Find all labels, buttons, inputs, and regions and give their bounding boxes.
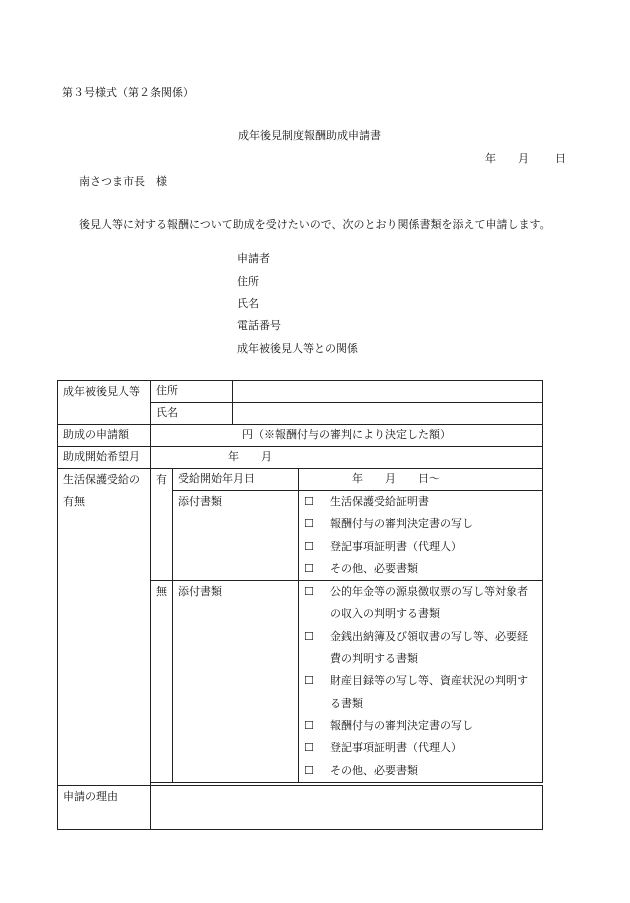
welfare-label-line2: 有無	[63, 495, 85, 508]
start-month-text: 年 月	[228, 450, 272, 464]
no-doc-item[interactable]	[304, 581, 537, 626]
applicant-relation-label: 成年被後見人等との関係	[237, 342, 358, 355]
amount-value[interactable]: 円（※報酬付与の審判により決定した額）	[151, 425, 543, 447]
yes-doc-item[interactable]	[304, 513, 537, 535]
start-date-label: 受給開始年月日	[173, 469, 299, 491]
no-attachments-list	[299, 581, 543, 783]
reason-label-text: 申請の理由	[63, 790, 118, 803]
checkbox-icon[interactable]: ☐	[304, 495, 314, 508]
ward-name-input[interactable]	[233, 403, 543, 425]
welfare-no-label	[151, 581, 173, 783]
date-month-label: 月	[518, 152, 529, 165]
yes-doc-item-label: 登記事項証明書（代理人）	[330, 539, 462, 553]
checkbox-icon[interactable]: ☐	[304, 517, 314, 531]
no-doc-item-label: その他、必要書類	[330, 763, 418, 777]
applicant-heading: 申請者	[237, 252, 270, 265]
date-day-label: 日	[555, 152, 566, 165]
checkbox-icon[interactable]: ☐	[304, 763, 314, 777]
welfare-no-text: 無	[156, 585, 167, 599]
no-doc-item[interactable]	[304, 626, 537, 671]
start-month-label: 助成開始希望月	[58, 447, 151, 469]
ward-address-label: 住所	[151, 381, 233, 403]
yes-doc-item[interactable]	[304, 536, 537, 558]
yes-doc-item-label: 生活保護受給証明書	[330, 495, 429, 508]
application-table	[57, 380, 543, 830]
applicant-phone-label: 電話番号	[237, 319, 281, 332]
no-attachments-label	[173, 581, 299, 783]
amount-label: 助成の申請額	[58, 425, 151, 447]
yes-doc-item[interactable]	[304, 491, 537, 513]
welfare-label-line1: 生活保護受給の	[63, 473, 140, 486]
yes-attachments-label	[173, 491, 299, 581]
no-doc-item-label: 金銭出納簿及び領収書の写し等、必要経費の判明する書類	[330, 629, 528, 666]
no-doc-item-label: 登記事項証明書（代理人）	[330, 741, 462, 755]
checkbox-icon[interactable]: ☐	[304, 561, 314, 575]
start-date-text: 年 月 日～	[352, 472, 440, 486]
form-number: 第３号様式（第２条関係）	[62, 86, 194, 99]
yes-attachments-list	[299, 491, 543, 581]
yes-doc-item[interactable]	[304, 558, 537, 580]
yes-attachments-text: 添付書類	[178, 495, 222, 508]
addressee: 南さつま市長 様	[79, 175, 167, 188]
no-doc-item-label: 財産目録等の写し等、資産状況の判明する書類	[330, 674, 528, 710]
date-year-label: 年	[485, 152, 496, 165]
document-title: 成年後見制度報酬助成申請書	[238, 129, 381, 142]
no-doc-item[interactable]	[304, 670, 537, 715]
checkbox-icon[interactable]: ☐	[304, 674, 314, 688]
yes-doc-item-label: その他、必要書類	[330, 561, 418, 575]
ward-label-text: 成年被後見人等	[63, 385, 140, 398]
ward-name-label: 氏名	[151, 403, 233, 425]
welfare-yes-text: 有	[156, 473, 167, 486]
checkbox-icon[interactable]: ☐	[304, 585, 314, 599]
welfare-yes-label	[151, 469, 173, 581]
no-checklist	[304, 581, 537, 782]
checkbox-icon[interactable]: ☐	[304, 718, 314, 732]
no-doc-item-label: 公的年金等の源泉徴収票の写し等対象者の収入の判明する書類	[330, 585, 528, 621]
no-doc-item[interactable]	[304, 737, 537, 759]
applicant-address-label: 住所	[237, 275, 259, 288]
checkbox-icon[interactable]: ☐	[304, 629, 314, 643]
ward-address-input[interactable]	[233, 381, 543, 403]
yes-doc-item-label: 報酬付与の審判決定書の写し	[330, 517, 473, 531]
applicant-name-label: 氏名	[237, 297, 259, 310]
no-doc-item-label: 報酬付与の審判決定書の写し	[330, 718, 473, 732]
no-doc-item[interactable]	[304, 715, 537, 737]
intro-text: 後見人等に対する報酬について助成を受けたいので、次のとおり関係書類を添えて申請します。	[79, 218, 551, 231]
checkbox-icon[interactable]: ☐	[304, 539, 314, 553]
no-doc-item[interactable]	[304, 760, 537, 782]
yes-checklist	[304, 491, 537, 580]
start-month-value[interactable]	[151, 447, 543, 469]
start-date-value[interactable]	[299, 469, 543, 491]
ward-label	[58, 381, 151, 425]
welfare-label	[58, 469, 151, 786]
reason-input[interactable]	[151, 786, 543, 830]
checkbox-icon[interactable]: ☐	[304, 741, 314, 755]
reason-label	[58, 786, 151, 830]
no-attachments-text: 添付書類	[178, 585, 222, 599]
